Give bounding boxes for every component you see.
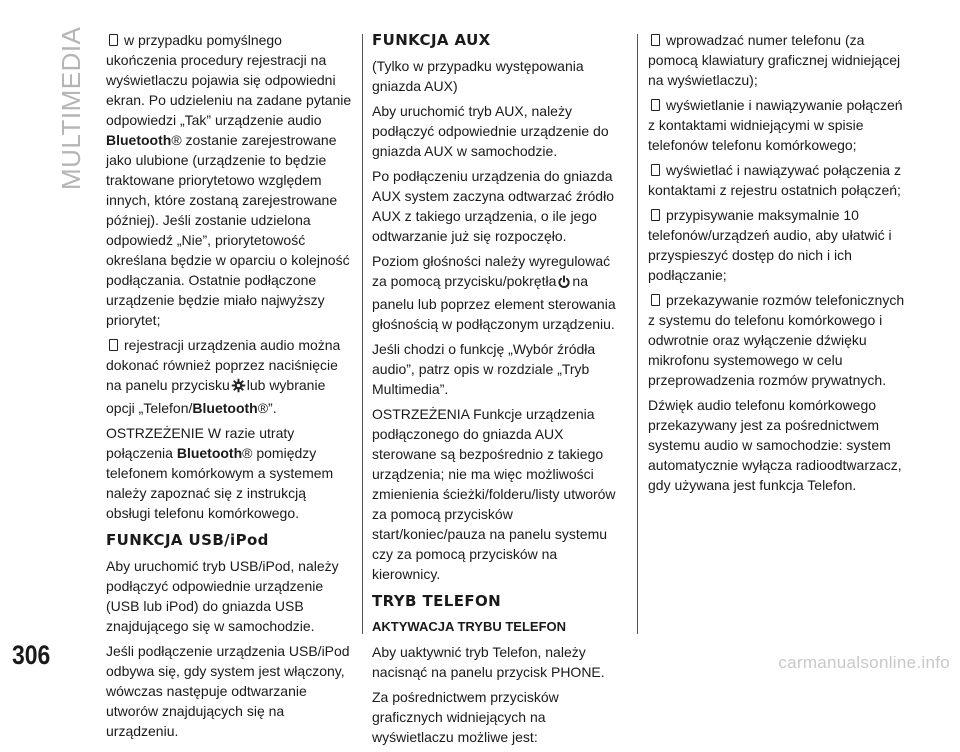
column-3 xyxy=(648,30,906,500)
bullet-item-register-settings: rejestracji urządzenia audio można dokonać również poprzez naciśnięcie na panelu przycisku lub wybranie opcji „Telefon/Bluetooth®”. xyxy=(106,337,341,416)
paragraph-usb-2: Jeśli podłączenie urządzenia USB/iPod odbywa się, gdy system jest włączony, wówczas następuje odtwarzanie utworów znajdujących się na urządzeniu. xyxy=(106,643,350,739)
page-number: 306 xyxy=(12,640,51,670)
paragraph-aux-2: Po podłączeniu urządzenia do gniazda AUX system zaczyna odtwarzać źródło AUX z takiego urządzenia, o ile jego odtwarzanie już się rozpoczęło. xyxy=(372,168,614,244)
bullet-square-icon xyxy=(651,99,660,111)
watermark: carmanualsonline.info xyxy=(778,653,950,672)
warning-note: OSTRZEŻENIE W razie utraty połączenia Bluetooth® pomiędzy telefonem komórkowym a systemem należy zapoznać się z instrukcją obsługi telefonu komórkowego. xyxy=(106,425,334,521)
section-tab-label: MULTIMEDIA xyxy=(56,26,86,190)
paragraph-phone-audio: Dźwięk audio telefonu komórkowego przekazywany jest za pośrednictwem systemu audio w samochodzie: system automatycznie wyłącza radioodtwarzacz, gdy używana jest funkcja Telefon. xyxy=(648,397,902,493)
bullet-square-icon xyxy=(651,209,660,221)
paragraph-phone-2: Za pośrednictwem przycisków graficznych widniejących na wyświetlaczu możliwe jest: xyxy=(372,689,559,745)
paragraph-phone-1: Aby uaktywnić tryb Telefon, należy nacisnąć na panelu przycisk PHONE. xyxy=(372,644,605,680)
bullet-item-contacts: wyświetlanie i nawiązywanie połączeń z kontaktami widniejącymi w spisie telefonów telefonu komórkowego; xyxy=(648,97,903,153)
gear-icon xyxy=(231,378,246,398)
bullet-square-icon xyxy=(109,339,118,351)
bullet-item-recent-calls: wyświetlać i nawiązywać połączenia z kontaktami z rejestru ostatnich połączeń; xyxy=(648,162,901,198)
paragraph-aux-sub: (Tylko w przypadku występowania gniazda AUX) xyxy=(372,58,584,94)
column-divider-1 xyxy=(362,34,363,634)
heading-usb-ipod: FUNKCJA USB/iPod xyxy=(106,531,269,549)
paragraph-aux-1: Aby uruchomić tryb AUX, należy podłączyć odpowiednie urządzenie do gniazda AUX w samochodzie. xyxy=(372,103,609,159)
paragraph-aux-4: Jeśli chodzi o funkcję „Wybór źródła audio”, patrz opis w rozdziale „Tryb Multimedia”. xyxy=(372,341,596,397)
paragraph-aux-warning: OSTRZEŻENIA Funkcje urządzenia podłączonego do gniazda AUX sterowane są bezpośrednio z takiego urządzenia; nie ma więc możliwości zmienienia ścieżki/folderu/listy utworów za pomocą przycisków start/koniec/pauza na panelu systemu czy za pomocą przycisków na kierownicy. xyxy=(372,406,616,582)
bullet-square-icon xyxy=(651,294,660,306)
bullet-item-registration: w przypadku pomyślnego ukończenia procedury rejestracji na wyświetlaczu pojawia się odpowiedni ekran. Po udzieleniu na zadane pytanie odpowiedzi „Tak” urządzenie audio Bluetooth® zostanie zarejestrowane jako ulubione (urządzenie to będzie traktowane priorytetowo względem innych, które zostaną zarejestrowane później). Jeśli zostanie udzielona odpowiedź „Nie”, priorytetowość określana będzie w oparciu o kolejność podłączania. Ostatnie podłączone urządzenie będzie miało najwyższy priorytet; xyxy=(106,32,352,328)
section-tab xyxy=(52,22,88,212)
heading-phone-mode: TRYB TELEFON xyxy=(372,592,502,610)
heading-aux: FUNKCJA AUX xyxy=(372,31,491,49)
bullet-item-favorites: przypisywanie maksymalnie 10 telefonów/urządzeń audio, aby ułatwić i przyspieszyć dostęp do nich i ich podłączanie; xyxy=(648,207,892,283)
column-1 xyxy=(106,30,354,746)
column-2 xyxy=(372,30,627,752)
bullet-square-icon xyxy=(651,34,660,46)
bullet-item-enter-number: wprowadzać numer telefonu (za pomocą klawiatury graficznej widniejącej na wyświetlaczu); xyxy=(648,32,901,88)
power-knob-icon xyxy=(557,274,571,294)
paragraph-aux-3: Poziom głośności należy wyregulować za pomocą przycisku/pokrętła na panelu lub poprzez element sterowania głośnością w podłączonym urządzeniu. xyxy=(372,253,616,332)
column-divider-2 xyxy=(637,34,638,634)
bullet-item-transfer-calls: przekazywanie rozmów telefonicznych z systemu do telefonu komórkowego i odwrotnie oraz wyłączenie dźwięku mikrofonu systemowego w celu przeprowadzenia rozmów prywatnych. xyxy=(648,292,905,388)
paragraph-usb-1: Aby uruchomić tryb USB/iPod, należy podłączyć odpowiednie urządzenie (USB lub iPod) do gniazda USB znajdującego się w samochodzie. xyxy=(106,558,339,634)
bullet-square-icon xyxy=(651,164,660,176)
bullet-square-icon xyxy=(109,34,118,46)
subheading-phone-activation: AKTYWACJA TRYBU TELEFON xyxy=(372,619,567,634)
